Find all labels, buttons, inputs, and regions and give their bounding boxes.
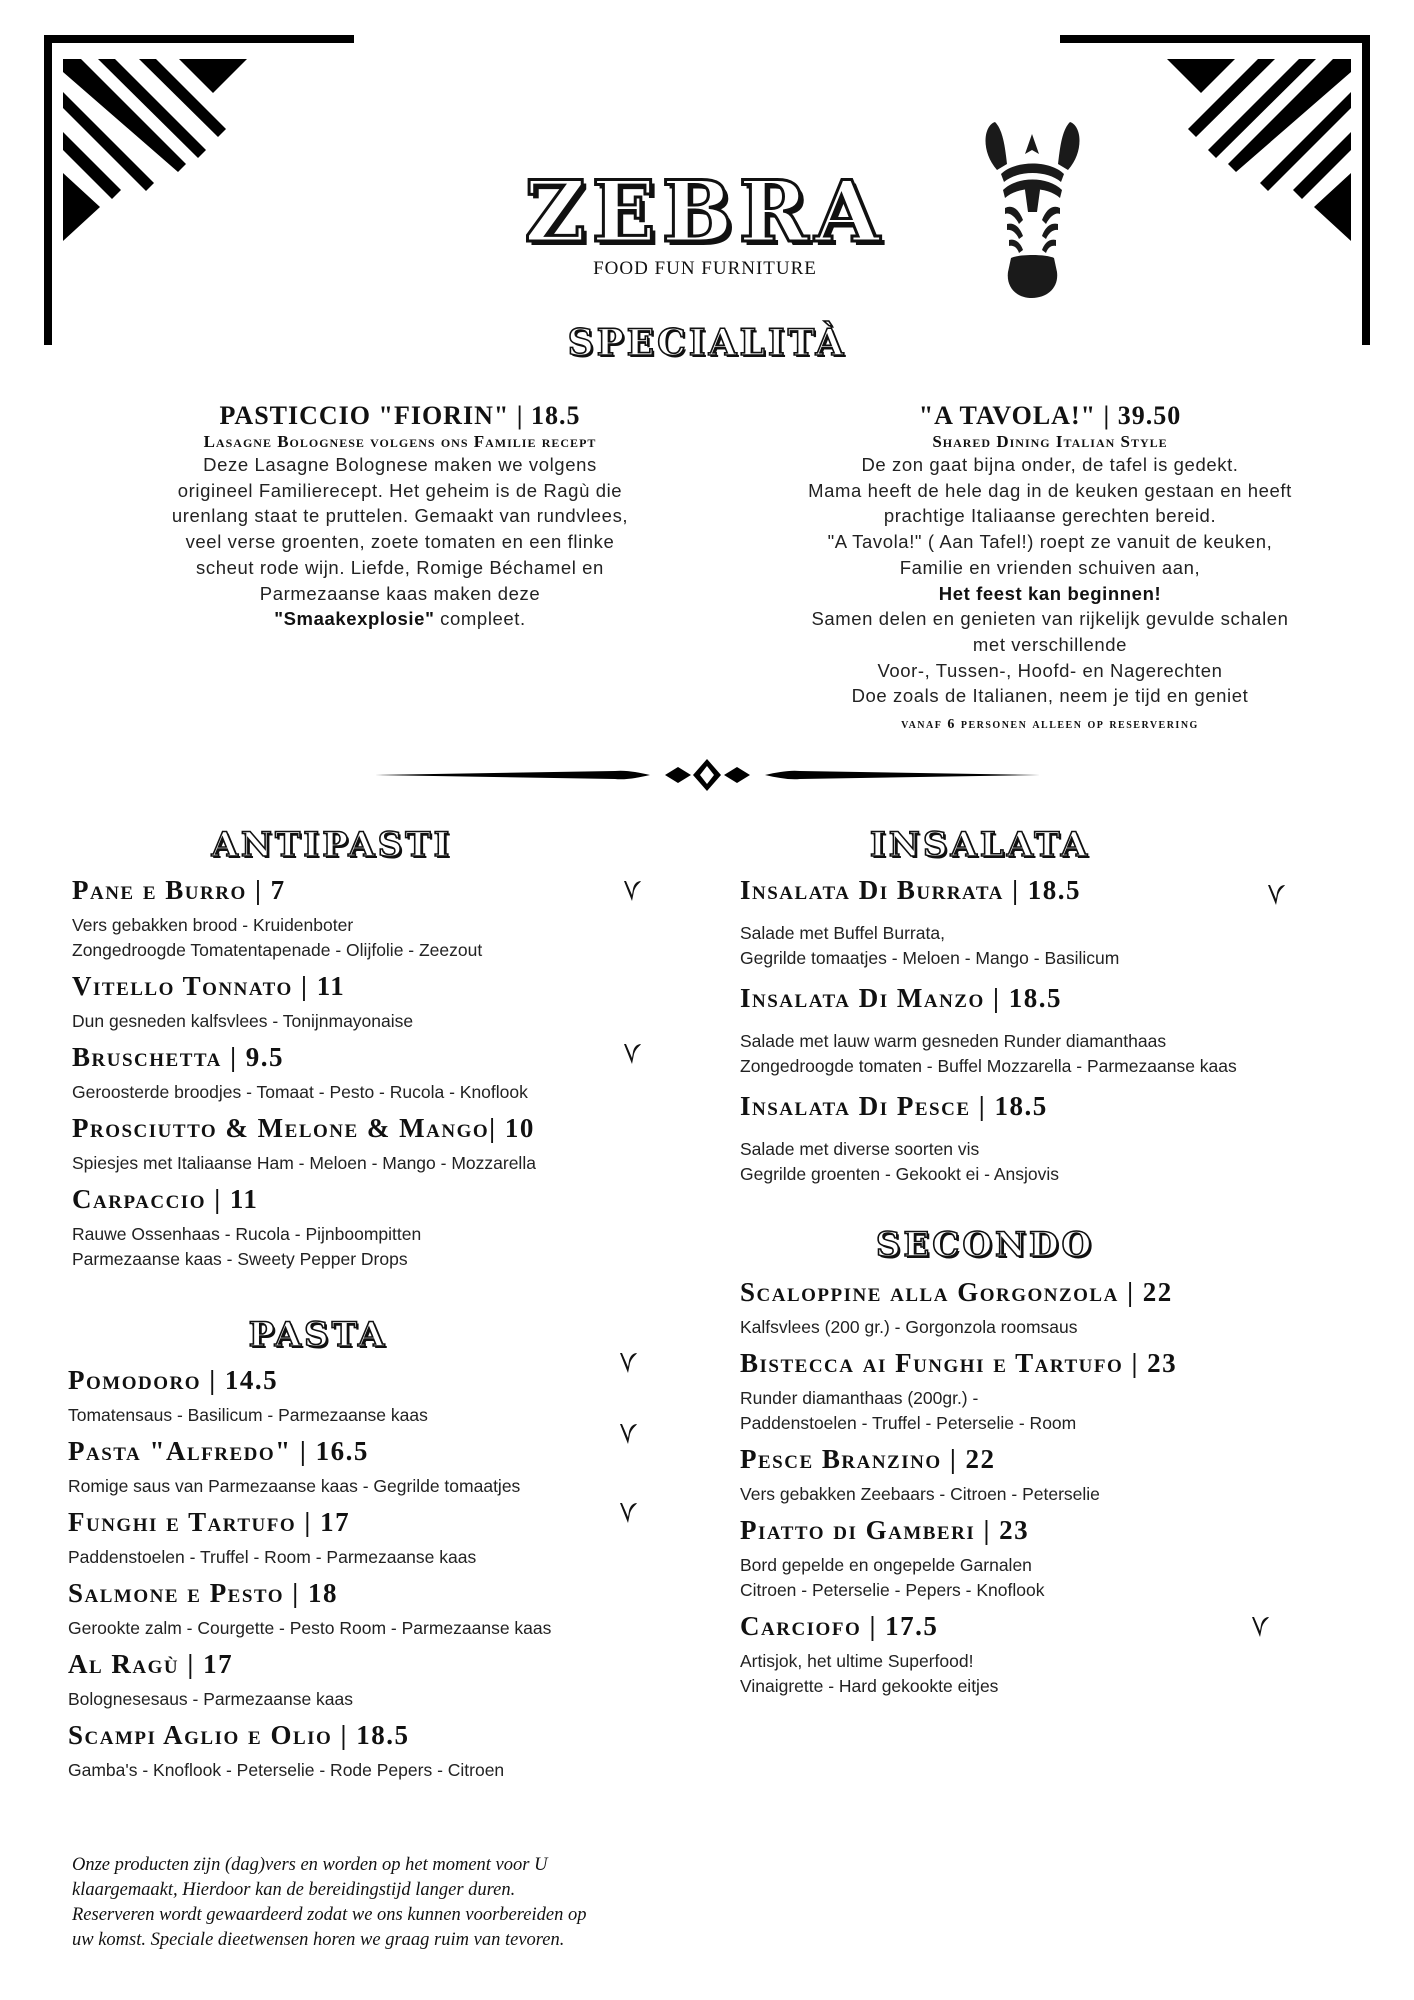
item-name: Scaloppine alla Gorgonzola | 22: [740, 1277, 1173, 1307]
item-name: Pasta "Alfredo" | 16.5: [68, 1436, 369, 1466]
item-name: Insalata Di Pesce | 18.5: [740, 1091, 1048, 1121]
item-description: [72, 1009, 642, 1034]
menu-item: [740, 1346, 1300, 1436]
menu-item: [72, 873, 642, 963]
item-name: Carpaccio | 11: [72, 1184, 259, 1214]
description-line: scheut rode wijn. Liefde, Romige Béchamel en: [196, 556, 604, 578]
description-line: Spiesjes met Italiaanse Ham - Meloen - Mango - Mozzarella: [72, 1153, 536, 1173]
item-description: [72, 1151, 642, 1176]
item-name: Pesce Branzino | 22: [740, 1444, 996, 1474]
menu-item: [68, 1576, 642, 1641]
highlight-text: Het feest kan beginnen!: [938, 582, 1162, 604]
menu-item: [68, 1647, 642, 1712]
description-line: urenlang staat te pruttelen. Gemaakt van rundvlees,: [171, 505, 629, 527]
description-line: Mama heeft de hele dag in de keuken gestaan en heeft: [808, 479, 1292, 501]
item-description: [740, 1649, 1300, 1699]
footnote-line: uw komst. Speciale dieetwensen horen we graag ruim van tevoren.: [72, 1930, 565, 1950]
item-description: [740, 1553, 1300, 1603]
item-name: Prosciutto & Melone & Mango| 10: [72, 1113, 535, 1143]
item-description: [72, 1222, 642, 1272]
item-name: Insalata Di Burrata | 18.5: [740, 875, 1082, 905]
footnote-line: Reserveren wordt gewaardeerd zodat we ons kunnen voorbereiden op: [72, 1905, 587, 1925]
specialita-heading: SPECIALITÀ: [567, 322, 847, 364]
description-line: Kalfsvlees (200 gr.) - Gorgonzola roomsaus: [740, 1317, 1078, 1337]
item-name: Pomodoro | 14.5: [68, 1365, 279, 1395]
description-line: Rauwe Ossenhaas - Rucola - Pijnboompitten: [72, 1224, 422, 1244]
description-line: prachtige Italiaanse gerechten bereid.: [883, 505, 1217, 527]
section-title: ANTIPASTI: [211, 825, 453, 865]
menu-item: [72, 1111, 642, 1176]
striped-corner-ornament-icon: [1060, 35, 1370, 345]
item-description: [68, 1403, 642, 1428]
description-line: Voor-, Tussen-, Hoofd- en Nagerechten: [877, 659, 1223, 681]
item-description: [68, 1687, 642, 1712]
description-line: Parmezaanse kaas - Sweety Pepper Drops: [72, 1249, 408, 1269]
menu-item: [740, 981, 1300, 1079]
description-line: Gegrilde tomaatjes - Meloen - Mango - Basilicum: [740, 948, 1120, 968]
description-text: compleet.: [434, 608, 526, 630]
description-line: Deze Lasagne Bolognese maken we volgens: [203, 454, 597, 475]
special-name: PASTICCIO "FIORIN" | 18.5: [219, 401, 581, 430]
description-line: Bord gepelde en ongepelde Garnalen: [740, 1555, 1032, 1575]
antipasti-section: [72, 825, 642, 1272]
highlight-text: "Smaakexplosie": [274, 608, 435, 630]
description-line: Runder diamanthaas (200gr.) -: [740, 1388, 979, 1408]
description-line: Zongedroogde tomaten - Buffel Mozzarella - Parmezaanse kaas: [740, 1056, 1237, 1076]
menu-item: [68, 1505, 642, 1570]
description-line: Dun gesneden kalfsvlees - Tonijnmayonaise: [72, 1011, 414, 1031]
item-name: Carciofo | 17.5: [740, 1611, 939, 1641]
description-line: Geroosterde broodjes - Tomaat - Pesto - Rucola - Knoflook: [72, 1082, 528, 1102]
description-line: Zongedroogde Tomatentapenade - Olijfolie - Zeezout: [72, 940, 483, 960]
menu-item: [72, 1182, 642, 1272]
footnote-line: Onze producten zijn (dag)vers en worden op het moment voor U: [72, 1855, 548, 1875]
item-description: [740, 1315, 1300, 1340]
description-line: Citroen - Peterselie - Pepers - Knoflook: [740, 1580, 1045, 1600]
section-title: SECONDO: [875, 1225, 1095, 1265]
secondo-section: [740, 1225, 1300, 1699]
menu-item: [72, 1040, 642, 1105]
description-line: [125, 606, 675, 632]
description-line: veel verse groenten, zoete tomaten en een flinke: [185, 531, 615, 553]
description-line: Gegrilde groenten - Gekookt ei - Ansjovis: [740, 1164, 1060, 1184]
menu-item: [740, 1442, 1300, 1507]
description-line: Tomatensaus - Basilicum - Parmezaanse kaas: [68, 1405, 428, 1425]
description-line: Paddenstoelen - Truffel - Room - Parmezaanse kaas: [68, 1547, 477, 1567]
reservation-note: vanaf 6 personen alleen op reservering: [901, 717, 1199, 733]
item-description: [72, 913, 642, 963]
vegetarian-leaf-icon: [1250, 1613, 1270, 1639]
item-name: Pane e Burro | 7: [72, 875, 286, 905]
description-line: Salade met Buffel Burrata,: [740, 923, 945, 943]
item-name: Vitello Tonnato | 11: [72, 971, 346, 1001]
description-line: Gerookte zalm - Courgette - Pesto Room - Parmezaanse kaas: [68, 1618, 552, 1638]
item-description: [740, 921, 1300, 971]
special-description: [125, 452, 675, 632]
pasta-section: [68, 1315, 642, 1783]
item-name: Scampi Aglio e Olio | 18.5: [68, 1720, 410, 1750]
section-title: PASTA: [248, 1315, 388, 1355]
item-description: [740, 1137, 1300, 1187]
item-description: [740, 1386, 1300, 1436]
menu-item: [68, 1363, 642, 1428]
menu-item: [68, 1718, 642, 1783]
menu-item: [740, 1513, 1300, 1603]
striped-corner-ornament-icon: [44, 35, 354, 345]
description-line: Vers gebakken brood - Kruidenboter: [72, 915, 354, 935]
description-line: met verschillende: [972, 633, 1128, 655]
item-description: [72, 1080, 642, 1105]
section-title: INSALATA: [869, 825, 1091, 865]
description-line: Familie en vrienden schuiven aan,: [899, 556, 1201, 578]
item-name: Al Ragù | 17: [68, 1649, 234, 1679]
vegetarian-leaf-icon: [622, 877, 642, 903]
menu-item: [68, 1434, 642, 1499]
item-name: Funghi e Tartufo | 17: [68, 1507, 351, 1537]
special-subtitle: Lasagne Bolognese volgens ons Familie recept: [203, 432, 597, 451]
vegetarian-leaf-icon: [622, 1040, 642, 1066]
menu-item: [72, 969, 642, 1034]
description-line: Salade met lauw warm gesneden Runder diamanthaas: [740, 1031, 1167, 1051]
vegetarian-leaf-icon: [618, 1420, 638, 1446]
description-line: Salade met diverse soorten vis: [740, 1139, 980, 1159]
item-name: Bistecca ai Funghi e Tartufo | 23: [740, 1348, 1178, 1378]
item-name: Piatto di Gamberi | 23: [740, 1515, 1030, 1545]
special-pasticcio: [125, 400, 675, 632]
item-description: [68, 1545, 642, 1570]
special-subtitle: Shared Dining Italian Style: [932, 432, 1168, 451]
description-line: Bolognesesaus - Parmezaanse kaas: [68, 1689, 354, 1709]
description-line: Gamba's - Knoflook - Peterselie - Rode Pepers - Citroen: [68, 1760, 505, 1780]
special-a-tavola: [755, 400, 1345, 733]
description-line: Vinaigrette - Hard gekookte eitjes: [740, 1676, 999, 1696]
special-description: [755, 452, 1345, 709]
description-line: Doe zoals de Italianen, neem je tijd en geniet: [851, 685, 1249, 707]
ornamental-divider-icon: [375, 755, 1040, 795]
description-line: Samen delen en genieten van rijkelijk gevulde schalen: [811, 608, 1289, 630]
description-line: Vers gebakken Zeebaars - Citroen - Peterselie: [740, 1484, 1100, 1504]
menu-item: [740, 873, 1300, 971]
item-description: [68, 1758, 642, 1783]
menu-item: [740, 1089, 1300, 1187]
zebra-head-icon: [975, 112, 1090, 302]
item-name: Bruschetta | 9.5: [72, 1042, 285, 1072]
description-line: Paddenstoelen - Truffel - Peterselie - Room: [740, 1413, 1077, 1433]
insalata-section: [740, 825, 1300, 1187]
vegetarian-leaf-icon: [1266, 881, 1286, 907]
vegetarian-leaf-icon: [618, 1499, 638, 1525]
description-line: "A Tavola!" ( Aan Tafel!) roept ze vanuit de keuken,: [827, 531, 1273, 553]
brand-tagline: FOOD FUN FURNITURE: [593, 258, 817, 279]
special-name: "A TAVOLA!" | 39.50: [918, 401, 1182, 430]
vegetarian-leaf-icon: [618, 1349, 638, 1375]
description-line: Artisjok, het ultime Superfood!: [740, 1651, 974, 1671]
item-description: [740, 1029, 1300, 1079]
description-line: origineel Familierecept. Het geheim is de Ragù die: [177, 479, 623, 501]
description-line: Parmezaanse kaas maken deze: [259, 582, 541, 604]
brand-name: ZEBRA: [524, 162, 886, 261]
item-name: Salmone e Pesto | 18: [68, 1578, 338, 1608]
footnote: [72, 1853, 672, 1953]
description-line: De zon gaat bijna onder, de tafel is gedekt.: [861, 454, 1239, 475]
item-description: [68, 1616, 642, 1641]
item-description: [68, 1474, 642, 1499]
brand-logo: [470, 162, 940, 280]
menu-item: [740, 1275, 1300, 1340]
highlight-line: [755, 581, 1345, 607]
footnote-line: klaargemaakt, Hierdoor kan de bereidingstijd langer duren.: [72, 1880, 516, 1900]
description-line: Romige saus van Parmezaanse kaas - Gegrilde tomaatjes: [68, 1476, 521, 1496]
item-description: [740, 1482, 1300, 1507]
menu-item: [740, 1609, 1300, 1699]
item-name: Insalata Di Manzo | 18.5: [740, 983, 1062, 1013]
